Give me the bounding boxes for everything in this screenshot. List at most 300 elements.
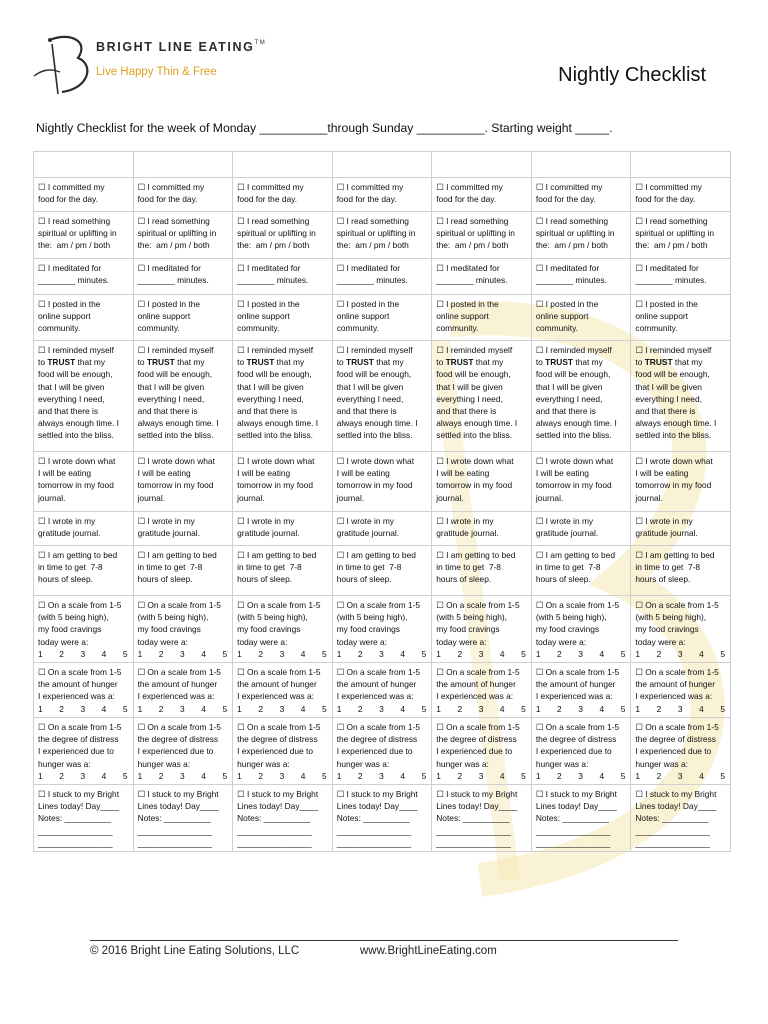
day-cell[interactable] xyxy=(332,718,432,785)
day-cell[interactable] xyxy=(332,785,432,852)
rating-option[interactable]: 1 xyxy=(336,648,342,659)
day-cell[interactable] xyxy=(531,596,631,663)
day-cell[interactable] xyxy=(133,212,233,259)
rating-option[interactable]: 2 xyxy=(457,648,463,659)
rating-option[interactable]: 3 xyxy=(180,770,185,781)
day-cell[interactable] xyxy=(531,718,631,785)
checklist-item-text: ☐ I reminded myself xyxy=(137,345,214,355)
day-cell[interactable] xyxy=(233,596,333,663)
day-cell[interactable] xyxy=(34,452,134,512)
checklist-item-text: ☐ I wrote down what xyxy=(137,456,215,466)
rating-option[interactable]: 5 xyxy=(720,770,725,781)
day-cell[interactable] xyxy=(531,152,631,178)
rating-scale[interactable] xyxy=(38,648,130,660)
rating-option[interactable]: 1 xyxy=(237,703,242,714)
checklist-item-text: online support xyxy=(237,311,290,322)
rating-option[interactable]: 4 xyxy=(300,703,306,714)
day-cell[interactable] xyxy=(34,663,134,718)
checklist-row xyxy=(34,152,731,178)
checklist-item-text: settled into the bliss. xyxy=(436,430,513,441)
rating-option[interactable]: 4 xyxy=(101,703,107,714)
rating-option[interactable]: 1 xyxy=(137,648,143,659)
day-cell[interactable] xyxy=(531,663,631,718)
rating-option[interactable]: 5 xyxy=(322,648,327,659)
checklist-item-text: Notes: __________ xyxy=(137,813,211,824)
day-cell[interactable] xyxy=(531,512,631,546)
rating-option[interactable]: 2 xyxy=(557,770,562,781)
rating-option[interactable]: 4 xyxy=(699,770,704,781)
day-cell[interactable] xyxy=(432,512,532,546)
checklist-item-text: online support xyxy=(336,311,390,322)
checklist-item-text: ☐ I am getting to bed xyxy=(137,550,217,560)
trust-emphasis: TRUST xyxy=(47,357,76,368)
checklist-item-text: to TRUST that my xyxy=(137,357,205,368)
rating-scale[interactable] xyxy=(138,703,230,715)
rating-option[interactable]: 5 xyxy=(222,703,228,714)
checklist-item-text: gratitude journal. xyxy=(635,528,698,539)
day-cell[interactable] xyxy=(531,178,631,212)
day-cell[interactable] xyxy=(432,212,532,259)
rating-option[interactable]: 4 xyxy=(400,770,406,781)
rating-scale[interactable] xyxy=(436,703,528,715)
rating-scale[interactable] xyxy=(536,770,628,782)
rating-option[interactable]: 4 xyxy=(201,648,206,659)
checklist-item-text: ☐ On a scale from 1-5 xyxy=(635,667,719,678)
checklist-item-text: my food cravings xyxy=(38,624,102,635)
rating-scale[interactable] xyxy=(38,770,130,782)
rating-option[interactable]: 1 xyxy=(38,770,43,781)
rating-option[interactable]: 5 xyxy=(620,770,626,781)
day-cell[interactable] xyxy=(332,178,432,212)
rating-option[interactable]: 4 xyxy=(599,703,605,714)
day-cell[interactable] xyxy=(432,546,532,596)
checklist-item-text: my food cravings xyxy=(336,624,400,635)
day-cell[interactable] xyxy=(531,212,631,259)
checklist-item-text: food for the day. xyxy=(137,194,198,205)
rating-option[interactable]: 1 xyxy=(237,770,242,781)
day-cell[interactable] xyxy=(332,546,432,596)
rating-option[interactable]: 5 xyxy=(521,703,526,714)
day-cell[interactable] xyxy=(34,785,134,852)
rating-scale[interactable] xyxy=(337,770,429,782)
checklist-item-text: ☐ I reminded myself xyxy=(535,345,612,355)
day-cell[interactable] xyxy=(133,259,233,295)
checklist-item-text: journal. xyxy=(237,492,265,503)
day-cell[interactable] xyxy=(133,663,233,718)
trust-emphasis: TRUST xyxy=(246,357,275,368)
day-cell[interactable] xyxy=(432,663,532,718)
rating-option[interactable]: 3 xyxy=(677,770,683,781)
day-cell[interactable] xyxy=(133,596,233,663)
checklist-item-text: ☐ On a scale from 1-5 xyxy=(436,600,520,610)
checklist-item-text: (with 5 being high), xyxy=(237,612,308,623)
rating-option[interactable]: 2 xyxy=(258,703,264,714)
checklist-item-text: (with 5 being high), xyxy=(436,612,508,623)
day-cell[interactable] xyxy=(432,259,532,295)
checklist-item-text: ☐ I reminded myself xyxy=(38,345,114,355)
rating-option[interactable]: 2 xyxy=(457,770,463,781)
checklist-item-text: hunger was a: xyxy=(237,758,290,769)
checklist-item-text: my food cravings xyxy=(436,624,500,635)
day-cell[interactable] xyxy=(133,452,233,512)
rating-option[interactable]: 1 xyxy=(336,703,342,714)
checklist-item-text: tomorrow in my food xyxy=(436,480,513,491)
day-cell[interactable] xyxy=(233,512,333,546)
rating-scale[interactable] xyxy=(138,648,230,660)
rating-option[interactable]: 4 xyxy=(499,770,505,781)
rating-option[interactable]: 5 xyxy=(122,703,128,714)
rating-option[interactable]: 5 xyxy=(521,648,526,659)
rating-scale[interactable] xyxy=(536,703,628,715)
day-cell[interactable] xyxy=(631,785,731,852)
rating-option[interactable]: 1 xyxy=(635,770,641,781)
rating-option[interactable]: 4 xyxy=(101,648,107,659)
rating-option[interactable]: 1 xyxy=(137,770,143,781)
day-cell[interactable] xyxy=(631,259,731,295)
rating-option[interactable]: 5 xyxy=(322,770,327,781)
rating-option[interactable]: 3 xyxy=(578,703,583,714)
rating-option[interactable]: 3 xyxy=(379,703,384,714)
rating-option[interactable]: 5 xyxy=(421,648,427,659)
day-cell[interactable] xyxy=(432,596,532,663)
rating-scale[interactable] xyxy=(337,648,429,660)
rating-scale[interactable] xyxy=(635,770,727,782)
checklist-item-text: community. xyxy=(436,323,479,334)
website-link[interactable]: www.BrightLineEating.com xyxy=(360,945,497,957)
rating-option[interactable]: 1 xyxy=(38,648,43,659)
day-cell[interactable] xyxy=(531,259,631,295)
day-cell[interactable] xyxy=(332,259,432,295)
day-cell[interactable] xyxy=(432,718,532,785)
checklist-item-text: (with 5 being high), xyxy=(336,612,408,623)
rating-option[interactable]: 5 xyxy=(222,770,228,781)
day-cell[interactable] xyxy=(233,295,333,341)
day-cell[interactable] xyxy=(34,718,134,785)
checklist-item-text: the: am / pm / both xyxy=(635,240,708,251)
rating-option[interactable]: 5 xyxy=(222,648,228,659)
rating-option[interactable]: 5 xyxy=(720,703,725,714)
checklist-item-text: ☐ I posted in the xyxy=(635,299,698,309)
day-cell[interactable] xyxy=(531,785,631,852)
day-cell[interactable] xyxy=(34,259,134,295)
checklist-item-text: ☐ I reminded myself xyxy=(436,345,513,355)
day-cell[interactable] xyxy=(34,596,134,663)
rating-option[interactable]: 3 xyxy=(677,703,683,714)
day-cell[interactable] xyxy=(631,546,731,596)
day-cell[interactable] xyxy=(133,785,233,852)
day-cell[interactable] xyxy=(34,546,134,596)
checklist-item-text: ☐ I stuck to my Bright xyxy=(137,789,219,800)
checklist-item-text: to TRUST that my xyxy=(237,357,305,368)
day-cell[interactable] xyxy=(233,546,333,596)
rating-option[interactable]: 2 xyxy=(656,770,662,781)
day-cell[interactable] xyxy=(34,152,134,178)
rating-scale[interactable] xyxy=(436,770,528,782)
rating-option[interactable]: 4 xyxy=(699,703,704,714)
rating-option[interactable]: 4 xyxy=(201,703,206,714)
day-cell[interactable] xyxy=(631,512,731,546)
rating-option[interactable]: 4 xyxy=(499,648,505,659)
rating-option[interactable]: 2 xyxy=(656,648,662,659)
day-cell[interactable] xyxy=(34,512,134,546)
day-cell[interactable] xyxy=(34,212,134,259)
rating-option[interactable]: 5 xyxy=(322,703,327,714)
rating-option[interactable]: 4 xyxy=(201,770,206,781)
checklist-item-text: ☐ I posted in the xyxy=(137,299,201,309)
rating-option[interactable]: 1 xyxy=(436,703,441,714)
rating-option[interactable]: 3 xyxy=(677,648,683,659)
rating-option[interactable]: 3 xyxy=(578,648,583,659)
checklist-item-text: the amount of hunger xyxy=(38,679,118,690)
rating-option[interactable]: 2 xyxy=(59,648,64,659)
rating-option[interactable]: 1 xyxy=(436,648,441,659)
checklist-item-text: ________________ xyxy=(237,825,312,836)
day-cell[interactable] xyxy=(531,546,631,596)
checklist-item-text: ________________ xyxy=(137,837,213,848)
rating-scale[interactable] xyxy=(337,703,429,715)
checklist-item-text: ☐ I committed my xyxy=(137,182,205,192)
rating-option[interactable]: 2 xyxy=(158,770,164,781)
rating-option[interactable]: 2 xyxy=(59,703,64,714)
day-cell[interactable] xyxy=(133,546,233,596)
day-cell[interactable] xyxy=(332,663,432,718)
rating-option[interactable]: 3 xyxy=(478,648,484,659)
rating-option[interactable]: 5 xyxy=(122,648,128,659)
day-cell[interactable] xyxy=(631,295,731,341)
rating-scale[interactable] xyxy=(237,770,329,782)
rating-option[interactable]: 3 xyxy=(478,770,484,781)
rating-option[interactable]: 4 xyxy=(599,770,605,781)
rating-option[interactable]: 2 xyxy=(557,648,562,659)
day-cell[interactable] xyxy=(332,152,432,178)
rating-option[interactable]: 5 xyxy=(720,648,725,659)
day-cell[interactable] xyxy=(631,341,731,452)
rating-option[interactable]: 1 xyxy=(535,703,541,714)
rating-option[interactable]: 2 xyxy=(357,703,363,714)
rating-option[interactable]: 3 xyxy=(279,770,285,781)
rating-option[interactable]: 4 xyxy=(499,703,505,714)
day-cell[interactable] xyxy=(233,785,333,852)
rating-option[interactable]: 1 xyxy=(336,770,342,781)
day-cell[interactable] xyxy=(432,152,532,178)
rating-option[interactable]: 3 xyxy=(80,770,86,781)
checklist-item-text: I experienced was a: xyxy=(336,691,414,702)
rating-option[interactable]: 2 xyxy=(357,770,363,781)
rating-scale[interactable] xyxy=(138,770,230,782)
rating-option[interactable]: 1 xyxy=(137,703,143,714)
day-cell[interactable] xyxy=(432,178,532,212)
rating-option[interactable]: 2 xyxy=(158,648,164,659)
day-cell[interactable] xyxy=(34,341,134,452)
rating-scale[interactable] xyxy=(237,648,329,660)
checklist-item-text: ☐ I read something xyxy=(38,216,111,226)
checklist-item-text: ________________ xyxy=(635,825,710,836)
checklist-item-text: everything I need, xyxy=(336,393,404,404)
checklist-item-text: ________ minutes. xyxy=(38,275,110,286)
checklist-item-text: hours of sleep. xyxy=(635,574,691,585)
day-cell[interactable] xyxy=(631,663,731,718)
rating-option[interactable]: 2 xyxy=(656,703,662,714)
day-cell[interactable] xyxy=(233,178,333,212)
rating-option[interactable]: 2 xyxy=(59,770,64,781)
day-cell[interactable] xyxy=(531,295,631,341)
day-cell[interactable] xyxy=(133,718,233,785)
checklist-item-text: food will be enough, xyxy=(237,369,312,380)
rating-option[interactable]: 3 xyxy=(80,703,86,714)
day-cell[interactable] xyxy=(233,259,333,295)
rating-option[interactable]: 2 xyxy=(357,648,363,659)
checklist-item-text: today were a: xyxy=(535,636,587,647)
checklist-row xyxy=(34,212,731,259)
day-cell[interactable] xyxy=(233,663,333,718)
checklist-item-text: ☐ I stuck to my Bright xyxy=(336,789,418,800)
rating-option[interactable]: 1 xyxy=(38,703,43,714)
day-cell[interactable] xyxy=(531,341,631,452)
day-cell[interactable] xyxy=(233,452,333,512)
checklist-item-text: ☐ I posted in the xyxy=(436,299,499,309)
day-cell[interactable] xyxy=(233,718,333,785)
day-cell[interactable] xyxy=(631,152,731,178)
rating-option[interactable]: 4 xyxy=(599,648,605,659)
rating-scale[interactable] xyxy=(635,703,727,715)
day-cell[interactable] xyxy=(332,295,432,341)
day-cell[interactable] xyxy=(332,596,432,663)
checklist-item-text: ☐ I am getting to bed xyxy=(436,550,516,560)
checklist-item-text: ☐ I meditated for xyxy=(635,263,699,273)
copyright-text: © 2016 Bright Line Eating Solutions, LLC xyxy=(90,945,300,957)
checklist-item-text: ☐ I posted in the xyxy=(38,299,101,309)
day-cell[interactable] xyxy=(332,452,432,512)
rating-option[interactable]: 5 xyxy=(620,703,626,714)
day-cell[interactable] xyxy=(133,295,233,341)
checklist-item-text: Lines today! Day____ xyxy=(635,801,717,812)
day-cell[interactable] xyxy=(432,295,532,341)
rating-option[interactable]: 4 xyxy=(699,648,704,659)
checklist-item-text: tomorrow in my food xyxy=(336,480,413,491)
checklist-item-text: gratitude journal. xyxy=(436,528,499,539)
rating-option[interactable]: 1 xyxy=(436,770,441,781)
rating-option[interactable]: 3 xyxy=(180,648,185,659)
checklist-item-text: Lines today! Day____ xyxy=(137,801,219,812)
checklist-item-text: ☐ I wrote in my xyxy=(137,516,195,526)
checklist-item-text: community. xyxy=(635,323,678,334)
rating-scale[interactable] xyxy=(536,648,628,660)
day-cell[interactable] xyxy=(531,452,631,512)
checklist-item-text: that I will be given xyxy=(436,381,503,392)
rating-option[interactable]: 1 xyxy=(237,648,242,659)
rating-option[interactable]: 5 xyxy=(521,770,526,781)
checklist-item-text: that I will be given xyxy=(237,381,304,392)
checklist-item-text: and that there is xyxy=(436,406,497,417)
day-cell[interactable] xyxy=(631,178,731,212)
day-cell[interactable] xyxy=(332,341,432,452)
rating-option[interactable]: 4 xyxy=(400,648,406,659)
rating-option[interactable]: 3 xyxy=(80,648,86,659)
rating-option[interactable]: 4 xyxy=(300,770,306,781)
day-cell[interactable] xyxy=(133,178,233,212)
rating-option[interactable]: 2 xyxy=(158,703,164,714)
day-cell[interactable] xyxy=(332,212,432,259)
day-cell[interactable] xyxy=(432,452,532,512)
rating-option[interactable]: 5 xyxy=(421,770,427,781)
checklist-item-text: food will be enough, xyxy=(535,369,611,380)
day-cell[interactable] xyxy=(631,212,731,259)
day-cell[interactable] xyxy=(631,596,731,663)
checklist-item-text: in time to get 7-8 xyxy=(336,562,402,573)
rating-scale[interactable] xyxy=(436,648,528,660)
rating-option[interactable]: 1 xyxy=(635,703,641,714)
rating-option[interactable]: 3 xyxy=(379,770,384,781)
checklist-item-text: ________________ xyxy=(336,837,412,848)
day-cell[interactable] xyxy=(233,152,333,178)
day-cell[interactable] xyxy=(133,152,233,178)
checklist-item-text: hunger was a: xyxy=(336,758,390,769)
rating-option[interactable]: 4 xyxy=(400,703,406,714)
checklist-item-text: ☐ I read something xyxy=(635,216,708,226)
checklist-item-text: and that there is xyxy=(237,406,298,417)
rating-option[interactable]: 1 xyxy=(535,770,541,781)
day-cell[interactable] xyxy=(34,178,134,212)
day-cell[interactable] xyxy=(133,512,233,546)
checklist-item-text: I experienced due to xyxy=(635,746,712,757)
rating-scale[interactable] xyxy=(237,703,329,715)
checklist-item-text: food for the day. xyxy=(535,194,596,205)
day-cell[interactable] xyxy=(432,785,532,852)
checklist-item-text: settled into the bliss. xyxy=(635,430,712,441)
checklist-item-text: ________________ xyxy=(336,825,412,836)
rating-option[interactable]: 1 xyxy=(535,648,541,659)
rating-option[interactable]: 2 xyxy=(258,770,264,781)
rating-option[interactable]: 5 xyxy=(620,648,626,659)
rating-option[interactable]: 4 xyxy=(300,648,306,659)
checklist-item-text: I experienced was a: xyxy=(137,691,215,702)
checklist-item-text: online support xyxy=(436,311,489,322)
checklist-item-text: the: am / pm / both xyxy=(535,240,608,251)
checklist-item-text: in time to get 7-8 xyxy=(635,562,701,573)
rating-option[interactable]: 3 xyxy=(279,703,285,714)
rating-option[interactable]: 3 xyxy=(180,703,185,714)
day-cell[interactable] xyxy=(432,341,532,452)
rating-option[interactable]: 2 xyxy=(258,648,264,659)
rating-scale[interactable] xyxy=(38,703,130,715)
checklist-item-text: ☐ I read something xyxy=(137,216,210,226)
rating-option[interactable]: 4 xyxy=(101,770,107,781)
rating-option[interactable]: 5 xyxy=(122,770,128,781)
rating-option[interactable]: 2 xyxy=(457,703,463,714)
checklist-item-text: journal. xyxy=(336,492,365,503)
day-cell[interactable] xyxy=(332,512,432,546)
checklist-item-text: the degree of distress xyxy=(237,734,318,745)
rating-option[interactable]: 1 xyxy=(635,648,641,659)
checklist-item-text: settled into the bliss. xyxy=(336,430,413,441)
rating-scale[interactable] xyxy=(635,648,727,660)
rating-option[interactable]: 2 xyxy=(557,703,562,714)
rating-option[interactable]: 5 xyxy=(421,703,427,714)
rating-option[interactable]: 3 xyxy=(379,648,384,659)
day-cell[interactable] xyxy=(233,341,333,452)
day-cell[interactable] xyxy=(133,341,233,452)
day-cell[interactable] xyxy=(631,452,731,512)
checklist-item-text: ☐ I wrote in my xyxy=(436,516,494,526)
day-cell[interactable] xyxy=(34,295,134,341)
day-cell[interactable] xyxy=(631,718,731,785)
day-cell[interactable] xyxy=(233,212,333,259)
checklist-item-text: ☐ I wrote in my xyxy=(237,516,295,526)
rating-option[interactable]: 3 xyxy=(578,770,583,781)
rating-option[interactable]: 3 xyxy=(279,648,285,659)
rating-option[interactable]: 3 xyxy=(478,703,484,714)
checklist-item-text: ☐ On a scale from 1-5 xyxy=(237,600,321,610)
